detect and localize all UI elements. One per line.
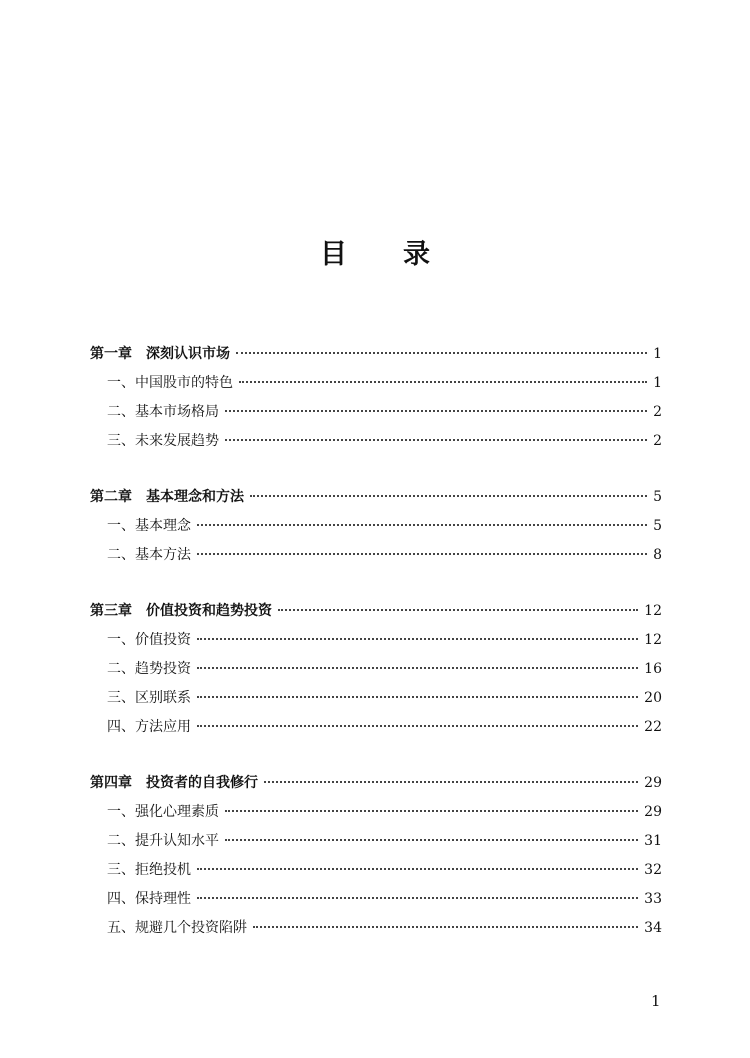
section-number: 三、: [107, 433, 135, 449]
toc-chapter-entry[interactable]: [90, 340, 662, 369]
dot-leader: [225, 438, 647, 441]
chapter-title: 价值投资和趋势投资: [146, 603, 272, 619]
section-number: 三、: [107, 690, 135, 706]
table-of-contents: [90, 340, 662, 970]
toc-chapter-3: [90, 597, 662, 742]
toc-section-entry[interactable]: [90, 398, 662, 427]
dot-leader: [197, 896, 638, 899]
chapter-number: 第三章: [90, 603, 132, 619]
section-number: 四、: [107, 719, 135, 735]
page-title-char-2: 录: [403, 239, 430, 270]
section-title: 价值投资: [135, 632, 191, 648]
chapter-number: 第二章: [90, 489, 132, 505]
section-number: 一、: [107, 632, 135, 648]
section-number: 四、: [107, 891, 135, 907]
section-title: 方法应用: [135, 719, 191, 735]
page-number: 12: [644, 603, 662, 619]
page-number: 8: [653, 547, 662, 563]
dot-leader: [278, 608, 638, 611]
page-number: 16: [644, 661, 662, 677]
dot-leader: [236, 351, 647, 354]
dot-leader: [250, 494, 647, 497]
page-number: 29: [644, 804, 662, 820]
dot-leader: [197, 867, 638, 870]
page-number: 32: [644, 862, 662, 878]
chapter-title: 基本理念和方法: [146, 489, 244, 505]
page-title: [0, 232, 750, 271]
toc-chapter-1: [90, 340, 662, 456]
toc-section-entry[interactable]: [90, 427, 662, 456]
section-title: 提升认知水平: [135, 833, 219, 849]
page-number: 29: [644, 775, 662, 791]
toc-section-entry[interactable]: [90, 713, 662, 742]
toc-section-entry[interactable]: [90, 914, 662, 943]
toc-section-entry[interactable]: [90, 369, 662, 398]
section-title: 基本市场格局: [135, 404, 219, 420]
toc-chapter-entry[interactable]: [90, 483, 662, 512]
section-title: 强化心理素质: [135, 804, 219, 820]
dot-leader: [264, 780, 638, 783]
page-number: 12: [644, 632, 662, 648]
section-number: 三、: [107, 862, 135, 878]
section-title: 未来发展趋势: [135, 433, 219, 449]
dot-leader: [197, 637, 638, 640]
page-number: 2: [653, 433, 662, 449]
dot-leader: [197, 666, 638, 669]
toc-chapter-4: [90, 769, 662, 943]
section-title: 基本方法: [135, 547, 191, 563]
page-number: 5: [653, 489, 662, 505]
toc-section-entry[interactable]: [90, 798, 662, 827]
section-title: 保持理性: [135, 891, 191, 907]
page-number: 22: [644, 719, 662, 735]
section-title: 基本理念: [135, 518, 191, 534]
toc-section-entry[interactable]: [90, 541, 662, 570]
page-number: 33: [644, 891, 662, 907]
chapter-number: 第一章: [90, 346, 132, 362]
section-number: 二、: [107, 661, 135, 677]
section-title: 拒绝投机: [135, 862, 191, 878]
chapter-number: 第四章: [90, 775, 132, 791]
toc-section-entry[interactable]: [90, 512, 662, 541]
toc-section-entry[interactable]: [90, 885, 662, 914]
dot-leader: [225, 409, 647, 412]
page-number: 1: [653, 346, 662, 362]
dot-leader: [197, 523, 647, 526]
section-title: 区别联系: [135, 690, 191, 706]
section-number: 二、: [107, 833, 135, 849]
dot-leader: [197, 695, 638, 698]
section-number: 二、: [107, 547, 135, 563]
dot-leader: [197, 552, 647, 555]
toc-section-entry[interactable]: [90, 655, 662, 684]
toc-chapter-entry[interactable]: [90, 597, 662, 626]
page-number: 2: [653, 404, 662, 420]
page-number: 20: [644, 690, 662, 706]
dot-leader: [239, 380, 647, 383]
section-number: 五、: [107, 920, 135, 936]
toc-section-entry[interactable]: [90, 684, 662, 713]
folio-page-number: 1: [651, 992, 661, 1010]
page-number: 5: [653, 518, 662, 534]
chapter-title: 投资者的自我修行: [146, 775, 258, 791]
section-number: 二、: [107, 404, 135, 420]
page-number: 34: [644, 920, 662, 936]
section-title: 中国股市的特色: [135, 375, 233, 391]
page-title-char-1: 目: [320, 239, 347, 270]
dot-leader: [225, 838, 638, 841]
toc-section-entry[interactable]: [90, 827, 662, 856]
toc-section-entry[interactable]: [90, 626, 662, 655]
section-number: 一、: [107, 375, 135, 391]
section-number: 一、: [107, 804, 135, 820]
chapter-title: 深刻认识市场: [146, 346, 230, 362]
dot-leader: [225, 809, 638, 812]
section-title: 规避几个投资陷阱: [135, 920, 247, 936]
page-number: 1: [653, 375, 662, 391]
toc-section-entry[interactable]: [90, 856, 662, 885]
section-title: 趋势投资: [135, 661, 191, 677]
toc-chapter-entry[interactable]: [90, 769, 662, 798]
dot-leader: [253, 925, 638, 928]
dot-leader: [197, 724, 638, 727]
toc-chapter-2: [90, 483, 662, 570]
page-number: 31: [644, 833, 662, 849]
section-number: 一、: [107, 518, 135, 534]
